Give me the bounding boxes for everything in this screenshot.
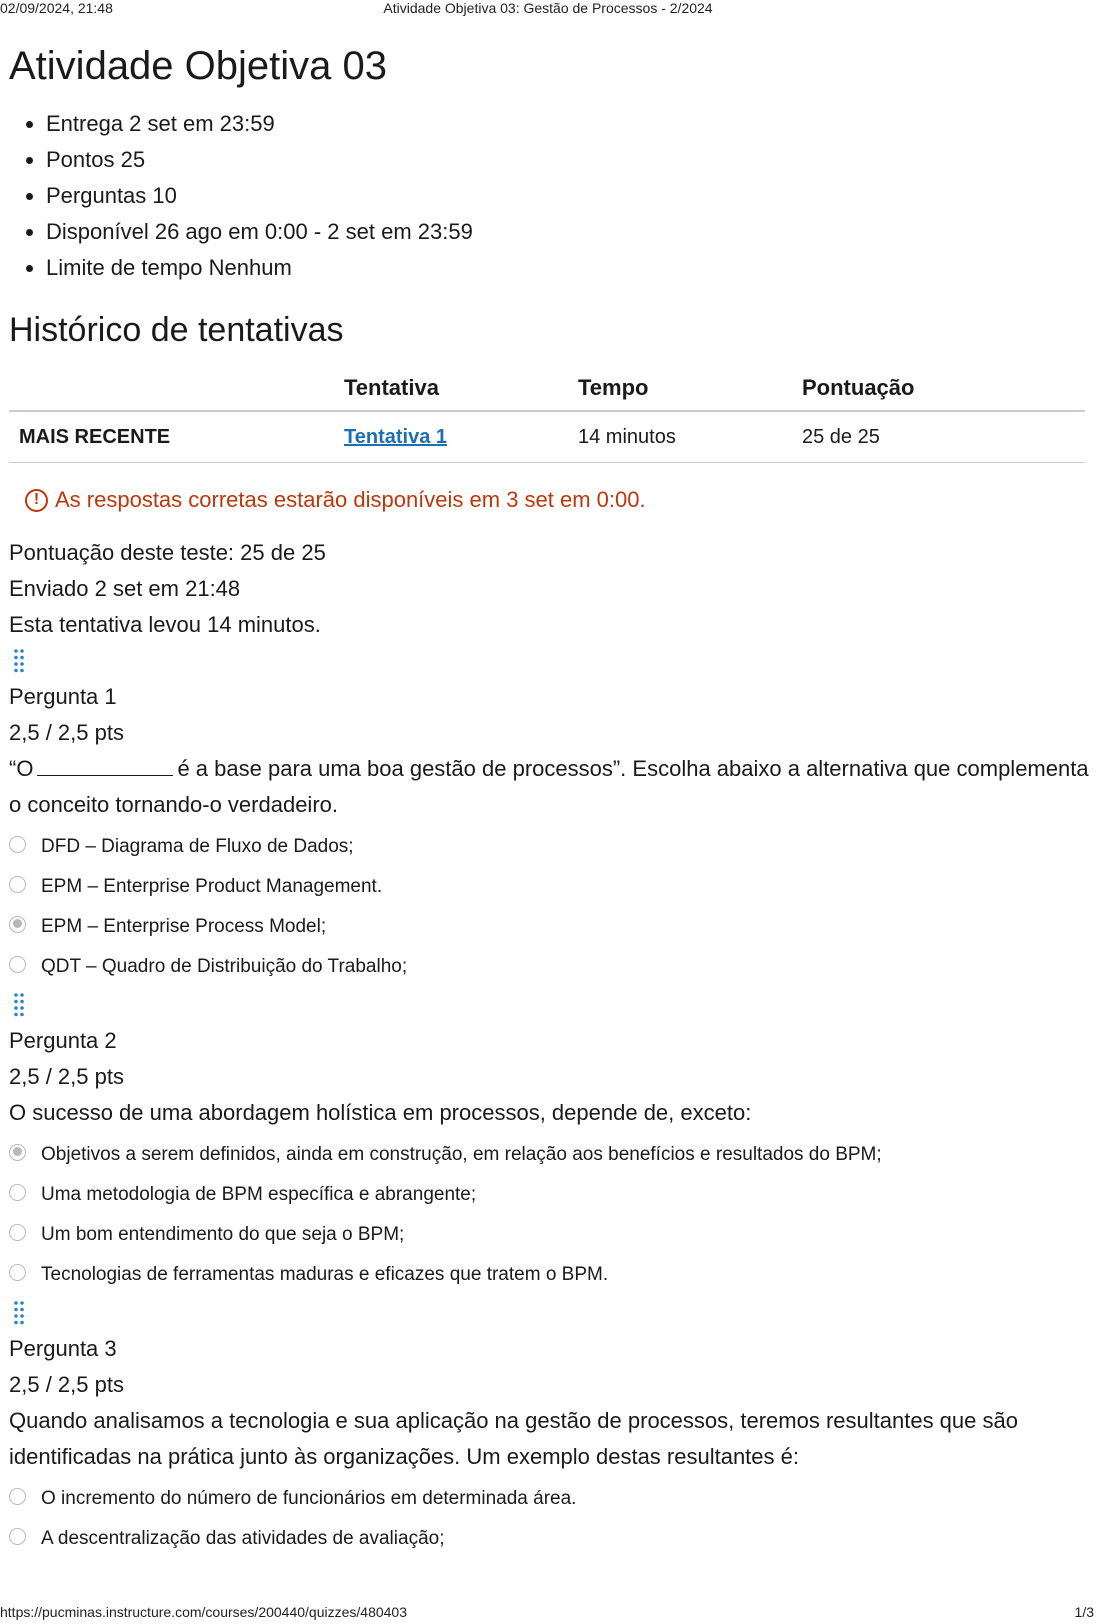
answer-text: EPM – Enterprise Process Model; [41,916,327,937]
fill-in-blank [37,755,173,776]
question-title: Pergunta 1 [9,684,117,709]
history-title: Histórico de tentativas [9,311,344,349]
drag-handle-icon [9,987,1089,1023]
question-text-end: é a base para uma boa gestão de processos”. Escolha abaixo a alternativa que complementa o conceito tornando-o verdadeiro. [9,756,1089,817]
question-3 [9,1295,1089,1559]
question-title: Pergunta 2 [9,1028,117,1053]
answer-option [9,867,1089,907]
answer-text: Tecnologias de ferramentas maduras e eficazes que tratem o BPM. [41,1264,609,1285]
page-title: Atividade Objetiva 03 [9,44,388,88]
answer-text: EPM – Enterprise Product Management. [41,876,383,897]
detail-questions: • Perguntas 10 [46,178,1089,214]
question-text: Quando analisamos a tecnologia e sua aplicação na gestão de processos, teremos resultantes que são identificadas na prática junto às organizações. Um exemplo destas resultantes é: [9,1408,1018,1469]
answer-text: Um bom entendimento do que seja o BPM; [41,1224,405,1245]
answer-option [9,1479,1089,1519]
radio-button[interactable] [9,1184,26,1201]
question-text-start: “O [9,756,34,781]
answer-option [9,1519,1089,1559]
print-header [0,0,1096,18]
answer-text: A descentralização das atividades de avaliação; [41,1528,445,1549]
answers-availability-notice [25,483,1089,517]
attempt-label: MAIS RECENTE [9,411,334,463]
detail-available: • Disponível 26 ago em 0:00 - 2 set em 23:59 [46,214,1089,250]
answer-list [9,1135,1089,1295]
attempt-link[interactable]: Tentativa 1 [344,425,447,448]
answer-text: QDT – Quadro de Distribuição do Trabalho; [41,956,408,977]
radio-button[interactable] [9,1488,26,1505]
quiz-details-list [9,106,1089,286]
attempt-cell [334,411,568,463]
notice-text: As respostas corretas estarão disponíveis em 3 set em 0:00. [55,487,646,512]
radio-button[interactable] [9,956,26,973]
detail-time-limit: • Limite de tempo Nenhum [46,250,1089,286]
quiz-content [9,38,1089,1559]
attempt-summary [9,535,1089,643]
question-points: 2,5 / 2,5 pts [9,1372,124,1397]
column-header-score: Pontuação [792,366,1085,411]
detail-due: • Entrega 2 set em 23:59 [46,106,1089,142]
question-points: 2,5 / 2,5 pts [9,720,124,745]
answer-text: Uma metodologia de BPM específica e abrangente; [41,1184,477,1205]
summary-sent: Enviado 2 set em 21:48 [9,576,241,601]
question-text [9,751,1089,823]
radio-button[interactable] [9,836,26,853]
question-text: O sucesso de uma abordagem holística em processos, depende de, exceto: [9,1100,752,1125]
question-points: 2,5 / 2,5 pts [9,1064,124,1089]
radio-button[interactable] [9,1264,26,1281]
print-footer [0,1604,1096,1622]
summary-score: Pontuação deste teste: 25 de 25 [9,540,326,565]
print-datetime: 02/09/2024, 21:48 [0,0,113,16]
question-2 [9,987,1089,1295]
table-header-row [9,366,1085,411]
summary-duration: Esta tentativa levou 14 minutos. [9,612,321,637]
answer-list [9,827,1089,987]
answer-option [9,947,1089,987]
answer-text: DFD – Diagrama de Fluxo de Dados; [41,836,354,857]
print-url: https://pucminas.instructure.com/courses/200440/quizzes/480403 [0,1604,408,1620]
answer-option [9,1215,1089,1255]
question-1 [9,643,1089,987]
answer-option [9,1255,1089,1295]
attempt-history-table [9,366,1085,463]
radio-button-selected[interactable] [9,916,26,933]
detail-points: • Pontos 25 [46,142,1089,178]
answer-option [9,827,1089,867]
print-page-number: 1/3 [1074,1604,1094,1620]
answer-option [9,907,1089,947]
radio-button[interactable] [9,1528,26,1545]
attempt-time: 14 minutos [568,411,792,463]
attempt-score: 25 de 25 [792,411,1085,463]
radio-button-selected[interactable] [9,1144,26,1161]
column-header-attempt: Tentativa [334,366,568,411]
radio-button[interactable] [9,876,26,893]
answer-option [9,1175,1089,1215]
answer-option [9,1135,1089,1175]
print-document-title: Atividade Objetiva 03: Gestão de Processos - 2/2024 [383,0,713,16]
answer-list [9,1479,1089,1559]
answer-text: Objetivos a serem definidos, ainda em construção, em relação aos benefícios e resultados do BPM; [41,1144,882,1165]
radio-button[interactable] [9,1224,26,1241]
warning-icon: ! [25,489,48,512]
drag-handle-icon [9,643,1089,679]
drag-handle-icon [9,1295,1089,1331]
table-row [9,411,1085,463]
column-header-time: Tempo [568,366,792,411]
column-header-blank [9,366,334,411]
question-title: Pergunta 3 [9,1336,117,1361]
answer-text: O incremento do número de funcionários em determinada área. [41,1488,577,1509]
